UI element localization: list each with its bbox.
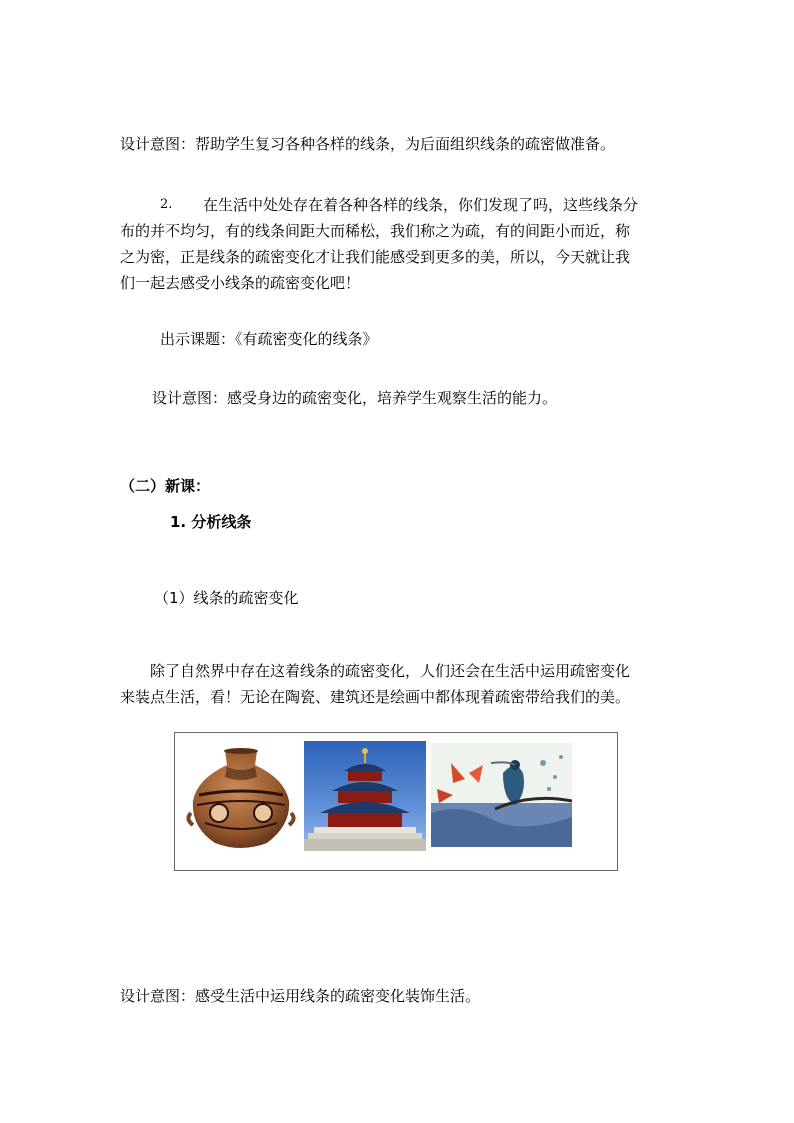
topic-line: 出示课题：《有疏密变化的线条》 — [160, 330, 378, 348]
paragraph-decoration-line-1: 除了自然界中存在这着线条的疏密变化，人们还会在生活中运用疏密变化 — [150, 662, 631, 680]
temple-of-heaven-image — [304, 741, 426, 851]
item-2-paragraph — [120, 192, 668, 296]
design-intent-2: 设计意图：感受身边的疏密变化，培养学生观察生活的能力。 — [152, 389, 558, 407]
subheading-density-change: （1）线条的疏密变化 — [154, 589, 299, 607]
paragraph-decoration — [120, 658, 668, 710]
item-2-line-4: 们一起去感受小线条的疏密变化吧！ — [120, 274, 361, 292]
paragraph-decoration-line-2: 来装点生活，看！无论在陶瓷、建筑还是绘画中都体现着疏密带给我们的美。 — [120, 688, 631, 706]
subheading-analyze-lines: 1. 分析线条 — [170, 513, 252, 531]
item-2-line-3: 之为密，正是线条的疏密变化才让我们能感受到更多的美，所以，今天就让我 — [120, 248, 631, 266]
design-intent-1: 设计意图：帮助学生复习各种各样的线条，为后面组织线条的疏密做准备。 — [120, 135, 616, 153]
item-2-line-1: 在生活中处处存在着各种各样的线条，你们发现了吗，这些线条分 — [203, 196, 639, 214]
section-heading: （二）新课： — [120, 477, 211, 495]
item-2-line-2: 布的并不均匀，有的线条间距大而稀松，我们称之为疏，有的间距小而近，称 — [120, 222, 631, 240]
design-intent-3: 设计意图：感受生活中运用线条的疏密变化装饰生活。 — [120, 987, 481, 1005]
image-frame — [174, 732, 618, 871]
pottery-jar-image — [185, 743, 297, 853]
item-2-number: 2. — [160, 197, 173, 212]
bird-painting-image — [431, 743, 572, 847]
